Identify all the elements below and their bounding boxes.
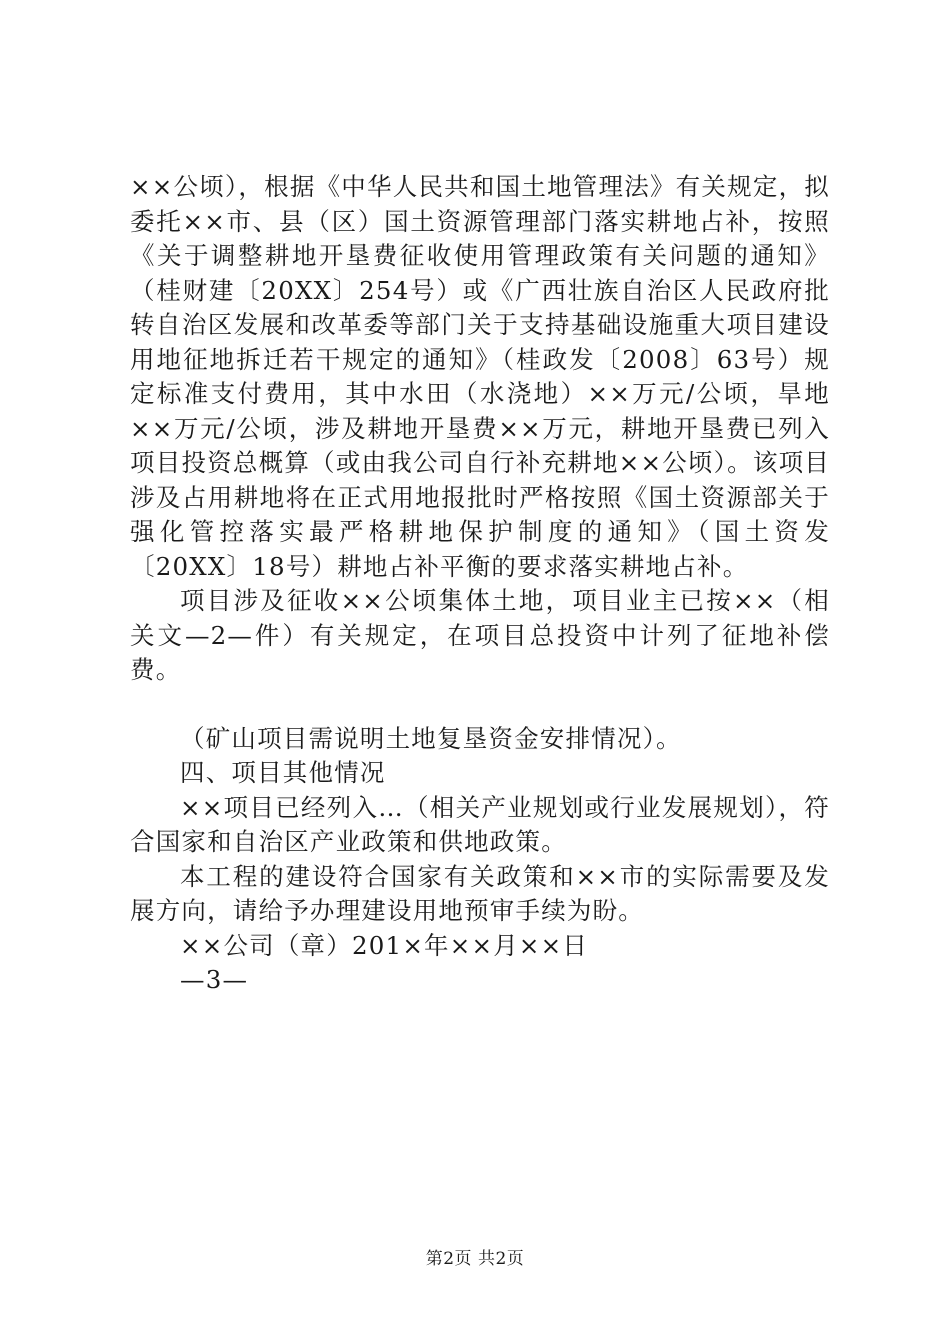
signature-line: ××公司（章）201×年××月××日 [180,930,589,960]
paragraph-land-compensation: ××公顷），根据《中华人民共和国土地管理法》有关规定，拟委托××市、县（区）国土资源管理部门落实耕地占补，按照《关于调整耕地开垦费征收使用管理政策有关问题的通知》（桂财建〔20XX〕254号）或《广西壮族自治区人民政府批转自治区发展和改革委等部门关于支持基础设施重大项目建设用地征地拆迁若干规定的通知》（桂政发〔2008〕63号）规定标准支付费用，其中水田（水浇地）××万元/公顷，旱地××万元/公顷，涉及耕地开垦费××万元，耕地开垦费已列入项目投资总概算（或由我公司自行补充耕地××公顷）。该项目涉及占用耕地将在正式用地报批时严格按照《国土资源部关于强化管控落实最严格耕地保护制度的通知》（国土资发〔20XX〕18号）耕地占补平衡的要求落实耕地占补。 [130,172,830,581]
paragraph-collective-land: 项目涉及征收××公顷集体土地，项目业主已按××（相关文—2—件）有关规定，在项目总投资中计列了征地补偿费。 [130,586,830,684]
section-heading-other: 四、项目其他情况 [180,758,386,787]
page-indicator: 第2页 共2页 [425,1249,525,1269]
paragraph-request: 本工程的建设符合国家有关政策和××市的实际需要及发展方向，请给予办理建设用地预审手续为盼。 [130,861,830,925]
paragraph-mining-note: （矿山项目需说明土地复垦资金安排情况）。 [180,723,682,753]
inline-page-number: —3— [180,965,249,994]
paragraph-industry-plan: ××项目已经列入…（相关产业规划或行业发展规划），符合国家和自治区产业政策和供地政策。 [130,792,830,856]
document-body [130,170,830,998]
paragraph-gap [130,688,830,722]
